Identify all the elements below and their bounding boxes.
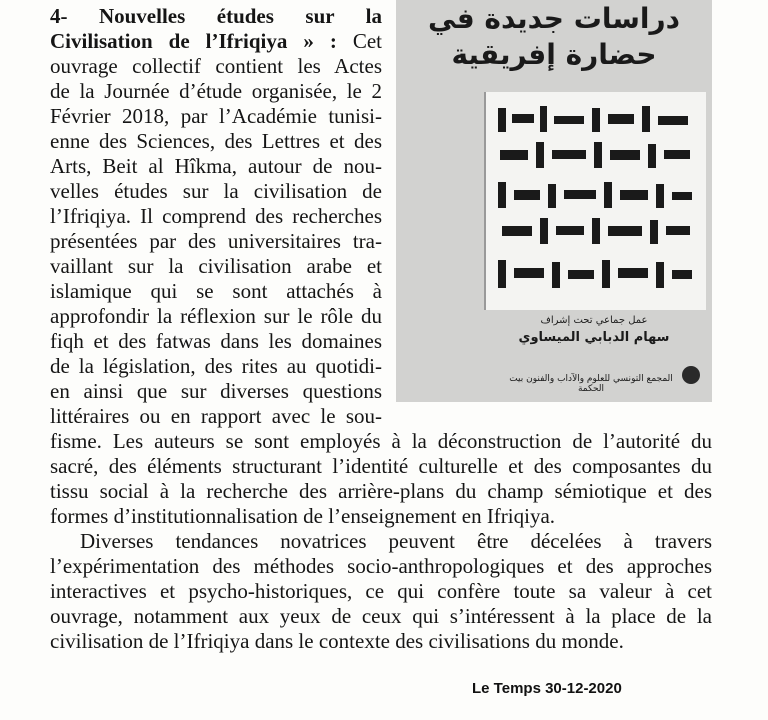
cover-author-caption: عمل جماعي تحت إشراف xyxy=(540,315,648,326)
body-line: vaillant sur la civilisation arabe et xyxy=(50,254,382,278)
body-line: approfondir la réflexion sur le rôle du xyxy=(50,304,382,328)
heading-line-2 xyxy=(50,29,382,54)
cover-title-line-1: دراسات جديدة في xyxy=(428,2,680,35)
heading-line-2-tail: Cet xyxy=(352,29,382,53)
body-line: littéraires ou en rapport avec le sou- xyxy=(50,404,382,428)
body-line: fiqh et des fatwas dans les domaines xyxy=(50,329,382,353)
book-cover-image xyxy=(396,0,712,402)
body-line: de la Journée d’étude organisée, le 2 xyxy=(50,79,382,103)
body-line: Arts, Beit al Hîkma, autour de nou- xyxy=(50,154,382,178)
body-line: en ainsi que sur diverses questions xyxy=(50,379,382,403)
body-line: l’expérimentation des méthodes socio-anthropologiques et des approches xyxy=(50,554,712,578)
source-credit: Le Temps 30-12-2020 xyxy=(472,680,622,697)
heading-line-1: 4- Nouvelles études sur la xyxy=(50,4,382,28)
body-line-last: formes d’institutionnalisation de l’enseignement en Ifriqiya. xyxy=(50,504,556,528)
cover-author-name: سهام الدبابي الميساوي xyxy=(518,330,670,345)
body-line: Février 2018, par l’Académie tunisi- xyxy=(50,104,382,128)
publisher-logo-icon xyxy=(682,366,700,384)
paragraph-2-first-line: Diverses tendances novatrices peuvent être décelées à travers xyxy=(80,529,712,553)
body-line: enne des Sciences, des Lettres et des xyxy=(50,129,382,153)
heading-line-2-bold: Civilisation de l’Ifriqiya » : xyxy=(50,29,337,53)
cover-publisher: المجمع التونسي للعلوم والآداب والفنون بيت الحكمة xyxy=(509,374,673,394)
body-line: islamique qui se sont attachés à xyxy=(50,279,382,303)
body-line: ouvrage, notamment aux yeux de ceux qui s’intéressent à la place de la xyxy=(50,604,712,628)
body-line-last: civilisation de l’Ifriqiya dans le contexte des civilisations du monde. xyxy=(50,629,624,653)
body-line: interactives et psycho-historiques, ce qui confère toute sa valeur à cet xyxy=(50,579,712,603)
calligraphy-artwork xyxy=(496,104,696,300)
body-line: tissu social à la recherche des arrière-plans du champ sémiotique et des xyxy=(50,479,712,503)
body-line: fisme. Les auteurs se sont employés à la déconstruction de l’autorité du xyxy=(50,429,712,453)
cover-title-line-2: حضارة إفريقية xyxy=(451,38,657,71)
body-line: sacré, des éléments structurant l’identité culturelle et des composantes du xyxy=(50,454,712,478)
body-line: de la législation, des rites au quotidi- xyxy=(50,354,382,378)
body-line: ouvrage collectif contient les Actes xyxy=(50,54,382,78)
body-line: présentées par des universitaires tra- xyxy=(50,229,382,253)
body-line: velles études sur la civilisation de xyxy=(50,179,382,203)
body-line: l’Ifriqiya. Il comprend des recherches xyxy=(50,204,382,228)
